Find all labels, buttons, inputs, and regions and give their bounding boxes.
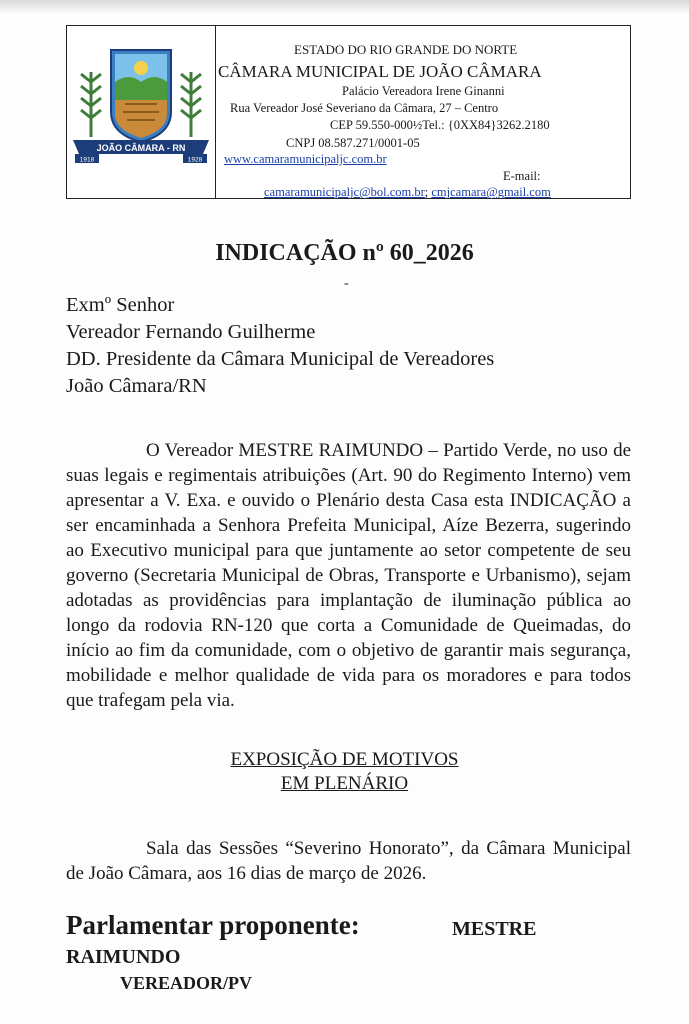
- exposicao-line-1: EXPOSIÇÃO DE MOTIVOS: [230, 749, 459, 770]
- municipal-coat-of-arms: [69, 42, 213, 172]
- addressee-line: João Câmara/RN: [66, 375, 207, 397]
- proponent-label: Parlamentar proponente:: [66, 910, 360, 940]
- proponent-name-last: RAIMUNDO: [66, 946, 181, 968]
- title-dash: -: [344, 276, 349, 291]
- shield-icon: [111, 50, 171, 142]
- banner-text: JOÃO CÂMARA - RN: [96, 143, 186, 153]
- year-left: 1918: [79, 156, 95, 164]
- logo-cell: [67, 26, 216, 198]
- website-link[interactable]: www.camaramunicipaljc.com.br: [224, 152, 387, 166]
- proponent-name-first: MESTRE: [452, 918, 537, 940]
- indication-body: O Vereador MESTRE RAIMUNDO – Partido Verde, no uso de suas legais e regimentais atribuições (Art. 90 do Regimento Interno) vem apresentar a V. Exa. e ouvido o Plenário desta Casa esta INDICAÇÃO a ser encaminhada a Senhora Prefeita Municipal, Aíze Bezerra, sugerindo ao Executivo municipal para que juntamente ao setor competente de seu governo (Secretaria Municipal de Obras, Transporte e Urbanismo), sejam adotadas as providências para implantação de iluminação pública ao longo da rodovia RN-120 que corta a Comunidade de Queimadas, do início ao fim da comunidade, com o objetivo de garantir mais segurança, mobilidade e melhor qualidade de vida para os moradores e para todos que trafegam pela via.: [66, 440, 631, 711]
- street-address: Rua Vereador José Severiano da Câmara, 27 – Centro: [230, 101, 499, 115]
- addressee-line: DD. Presidente da Câmara Municipal de Vereadores: [66, 348, 495, 370]
- email-link-2[interactable]: cmjcamara@gmail.com: [431, 185, 551, 199]
- cep-phone: CEP 59.550-000½Tel.: {0XX84}3262.2180: [330, 118, 550, 132]
- year-right: 1928: [187, 156, 203, 164]
- exposicao-line-2: EM PLENÁRIO: [280, 773, 409, 794]
- state-name: ESTADO DO RIO GRANDE DO NORTE: [294, 42, 518, 57]
- addressee-block: [66, 292, 494, 400]
- left-plant-icon: [81, 72, 101, 137]
- cnpj: CNPJ 08.587.271/0001-05: [286, 136, 420, 150]
- proponent-role: VEREADOR/PV: [120, 973, 253, 993]
- letterhead-info: [216, 26, 630, 198]
- email-label: E-mail:: [503, 169, 541, 183]
- email-link-1[interactable]: camaramunicipaljc@bol.com.br: [264, 185, 425, 199]
- addressee-line: Vereador Fernando Guilherme: [66, 321, 316, 343]
- document-title: INDICAÇÃO nº 60_2026: [215, 240, 474, 266]
- top-shadow: [0, 0, 689, 14]
- letterhead: [66, 25, 631, 199]
- session-location-date: Sala das Sessões “Severino Honorato”, da Câmara Municipal de João Câmara, aos 16 dias de março de 2026.: [66, 838, 631, 884]
- addressee-line: Exmº Senhor: [66, 294, 175, 316]
- year-badges: [75, 154, 207, 164]
- name-banner: [73, 140, 209, 154]
- chamber-name: CÂMARA MUNICIPAL DE JOÃO CÂMARA: [218, 62, 542, 81]
- palace-name: Palácio Vereadora Irene Ginanni: [342, 84, 505, 98]
- email-separator: ;: [424, 185, 429, 199]
- right-plant-icon: [181, 72, 201, 137]
- exposicao-heading: [0, 748, 689, 796]
- email-line: [264, 185, 551, 200]
